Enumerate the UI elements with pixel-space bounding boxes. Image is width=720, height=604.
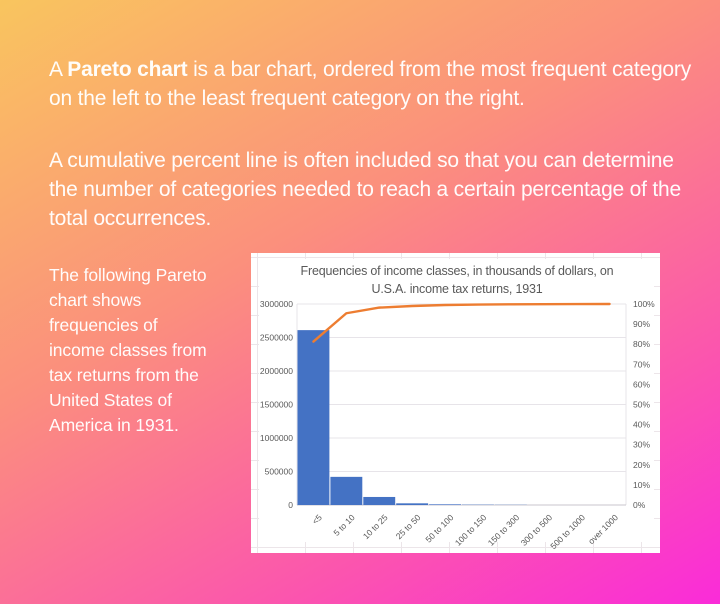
left-axis-tick: 1500000 bbox=[259, 399, 293, 410]
side-note-line: chart shows bbox=[49, 290, 142, 310]
right-axis-tick: 40% bbox=[633, 419, 651, 430]
x-axis-label: 25 to 50 bbox=[393, 512, 423, 542]
side-note-line: income classes from bbox=[49, 340, 207, 360]
side-note-line: frequencies of bbox=[49, 315, 158, 335]
right-axis-tick: 50% bbox=[633, 399, 651, 410]
intro-paragraph bbox=[49, 55, 697, 113]
chart-title-line-0: Frequencies of income classes, in thousands of dollars, on bbox=[300, 264, 614, 278]
left-axis-tick: 1000000 bbox=[259, 433, 293, 443]
chart-title-line-1: U.S.A. income tax returns, 1931 bbox=[371, 282, 543, 296]
right-axis-tick: 90% bbox=[633, 319, 651, 330]
cumulative-line bbox=[313, 304, 609, 342]
intro-prefix: A bbox=[49, 58, 68, 81]
cumulative-paragraph: A cumulative percent line is often included so that you can determine the number of categories needed to reach a certain percentage of the total occurrences. bbox=[49, 149, 681, 230]
left-axis-tick: 2500000 bbox=[259, 332, 293, 343]
bar-4 bbox=[429, 504, 461, 505]
left-axis-tick: 2000000 bbox=[259, 366, 293, 376]
x-axis-label: 5 to 10 bbox=[331, 512, 357, 538]
right-axis-tick: 80% bbox=[633, 339, 651, 350]
x-axis-label: 300 to 500 bbox=[518, 512, 555, 548]
right-axis-tick: 70% bbox=[633, 359, 651, 370]
bar-2 bbox=[363, 497, 395, 505]
intro-rest: is a bar chart, ordered from the most frequent category on the left to the least frequent category on the right. bbox=[49, 58, 691, 110]
left-axis-tick: 3000000 bbox=[259, 299, 293, 309]
side-note-line: The following Pareto bbox=[49, 265, 207, 285]
bar-0 bbox=[298, 330, 330, 505]
right-axis-tick: 10% bbox=[633, 479, 651, 490]
right-axis-tick: 100% bbox=[633, 299, 655, 309]
x-axis-label: 500 to 1000 bbox=[548, 512, 588, 552]
x-axis-label: over 1000 bbox=[586, 512, 620, 547]
left-axis-tick: 0 bbox=[288, 500, 293, 510]
right-axis-tick: 30% bbox=[633, 439, 651, 450]
x-axis-label: 50 to 100 bbox=[423, 512, 456, 545]
right-axis-tick: 60% bbox=[633, 379, 651, 390]
bar-3 bbox=[396, 503, 428, 505]
pareto-chart-term: Pareto chart bbox=[67, 58, 188, 81]
x-axis-label: <5 bbox=[309, 512, 324, 527]
x-axis-label: 100 to 150 bbox=[452, 512, 489, 548]
right-axis-tick: 20% bbox=[633, 459, 651, 470]
side-note-line: United States of bbox=[49, 390, 172, 410]
side-note bbox=[49, 263, 259, 438]
x-axis-label: 10 to 25 bbox=[360, 512, 390, 542]
right-axis-tick: 0% bbox=[633, 500, 646, 510]
bar-1 bbox=[330, 477, 362, 505]
pareto-chart-svg bbox=[251, 253, 660, 553]
left-axis-tick: 500000 bbox=[264, 466, 293, 477]
chart-image bbox=[251, 253, 660, 553]
side-note-line: America in 1931. bbox=[49, 415, 179, 435]
side-note-line: tax returns from the bbox=[49, 365, 199, 385]
x-axis-label: 150 to 300 bbox=[485, 512, 522, 548]
